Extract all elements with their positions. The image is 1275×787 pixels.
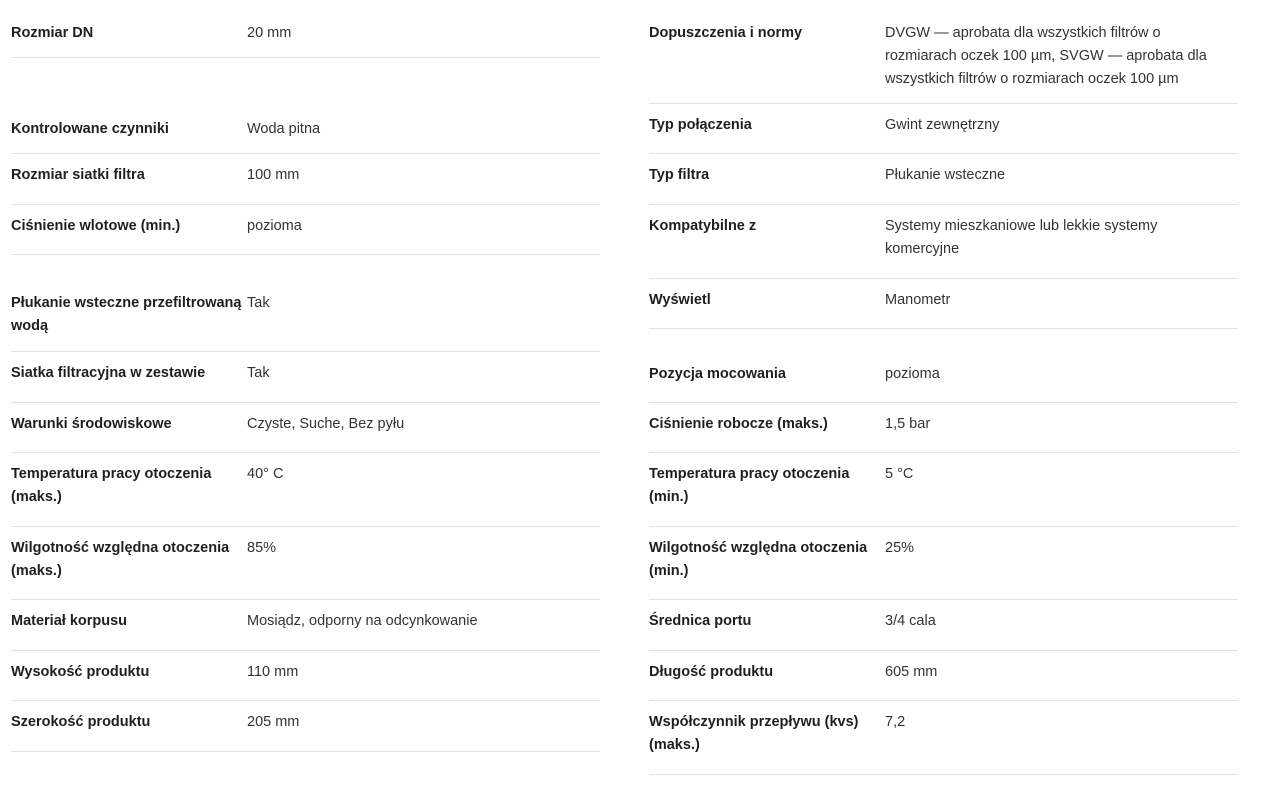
spec-value: Tak <box>247 295 270 311</box>
spec-label: Kontrolowane czynniki <box>11 121 169 137</box>
spec-value: DVGW — aprobata dla wszystkich filtrów o rozmiarach oczek 100 µm, SVGW — aprobata dla wszystkich filtrów o rozmiarach oczek 100 µm <box>885 25 1207 87</box>
spec-value: Gwint zewnętrzny <box>885 117 1000 133</box>
spec-label: Materiał korpusu <box>11 613 128 629</box>
spec-label: Rozmiar siatki filtra <box>11 167 145 183</box>
spec-row-inlet-pressure <box>11 205 600 255</box>
spec-label: Ciśnienie wlotowe (min.) <box>11 218 181 234</box>
spec-value: 7,2 <box>885 714 906 730</box>
spec-label: Wilgotność względna otoczenia (maks.) <box>11 540 230 579</box>
spec-row-connection-type <box>649 104 1238 154</box>
spec-value: Czyste, Suche, Bez pyłu <box>247 416 405 432</box>
spec-row-working-pressure-max <box>649 403 1238 453</box>
spec-row-body-material <box>11 600 600 651</box>
spec-label: Płukanie wsteczne przefiltrowaną wodą <box>11 295 242 334</box>
spec-value: 20 mm <box>247 25 292 41</box>
spec-label: Typ połączenia <box>649 117 752 133</box>
spec-value: Płukanie wsteczne <box>885 167 1006 183</box>
spec-label: Wilgotność względna otoczenia (min.) <box>649 540 868 579</box>
spec-row-ambient-temp-max <box>11 453 600 527</box>
spec-value: 3/4 cala <box>885 613 936 629</box>
spec-value: Mosiądz, odporny na odcynkowanie <box>247 613 478 629</box>
spec-label: Wysokość produktu <box>11 664 150 680</box>
spec-value: 100 mm <box>247 167 300 183</box>
spec-row-filter-mesh-included <box>11 352 600 403</box>
spec-label: Siatka filtracyjna w zestawie <box>11 365 206 381</box>
spec-row-mounting-position <box>649 329 1238 403</box>
spec-label: Współczynnik przepływu (kvs) (maks.) <box>649 714 859 753</box>
spec-value: 605 mm <box>885 664 938 680</box>
spec-value: pozioma <box>247 218 302 234</box>
spec-row-humidity-max <box>11 527 600 600</box>
spec-row-mesh-size <box>11 154 600 205</box>
spec-row-backwash-filtered <box>11 255 600 352</box>
spec-row-compatible-with <box>649 205 1238 279</box>
spec-column-right <box>649 12 1238 775</box>
spec-label: Szerokość produktu <box>11 714 151 730</box>
spec-label: Typ filtra <box>649 167 710 183</box>
spec-label: Kompatybilne z <box>649 218 757 234</box>
spec-value: 205 mm <box>247 714 300 730</box>
spec-row-filter-type <box>649 154 1238 205</box>
spec-column-left <box>11 12 600 752</box>
spec-row-controlled-media <box>11 58 600 154</box>
spec-row-flow-coefficient <box>649 701 1238 775</box>
spec-row-approvals <box>649 12 1238 104</box>
spec-label: Ciśnienie robocze (maks.) <box>649 416 828 432</box>
spec-value: 25% <box>885 540 915 556</box>
spec-row-ambient-temp-min <box>649 453 1238 527</box>
spec-value: 40° C <box>247 466 284 482</box>
spec-row-environment <box>11 403 600 453</box>
spec-value: Tak <box>247 365 270 381</box>
spec-value: 110 mm <box>247 664 299 680</box>
spec-row-display <box>649 279 1238 329</box>
spec-value: Manometr <box>885 292 951 308</box>
spec-label: Średnica portu <box>649 613 752 629</box>
spec-value: 85% <box>247 540 277 556</box>
spec-label: Temperatura pracy otoczenia (maks.) <box>11 466 212 505</box>
spec-label: Temperatura pracy otoczenia (min.) <box>649 466 850 505</box>
spec-label: Wyświetl <box>649 292 711 308</box>
spec-row-product-length <box>649 651 1238 701</box>
spec-row-product-width <box>11 701 600 752</box>
spec-value: Systemy mieszkaniowe lub lekkie systemy komercyjne <box>885 218 1158 257</box>
spec-row-product-height <box>11 651 600 701</box>
spec-value: 1,5 bar <box>885 416 931 432</box>
spec-row-humidity-min <box>649 527 1238 600</box>
spec-label: Rozmiar DN <box>11 25 94 41</box>
spec-label: Pozycja mocowania <box>649 366 786 382</box>
spec-row-dn-size <box>11 12 600 58</box>
spec-label: Dopuszczenia i normy <box>649 25 803 41</box>
spec-row-port-diameter <box>649 600 1238 651</box>
spec-value: 5 °C <box>885 466 914 482</box>
spec-value: Woda pitna <box>247 121 321 137</box>
spec-value: pozioma <box>885 366 940 382</box>
spec-label: Warunki środowiskowe <box>11 416 172 432</box>
spec-label: Długość produktu <box>649 664 774 680</box>
